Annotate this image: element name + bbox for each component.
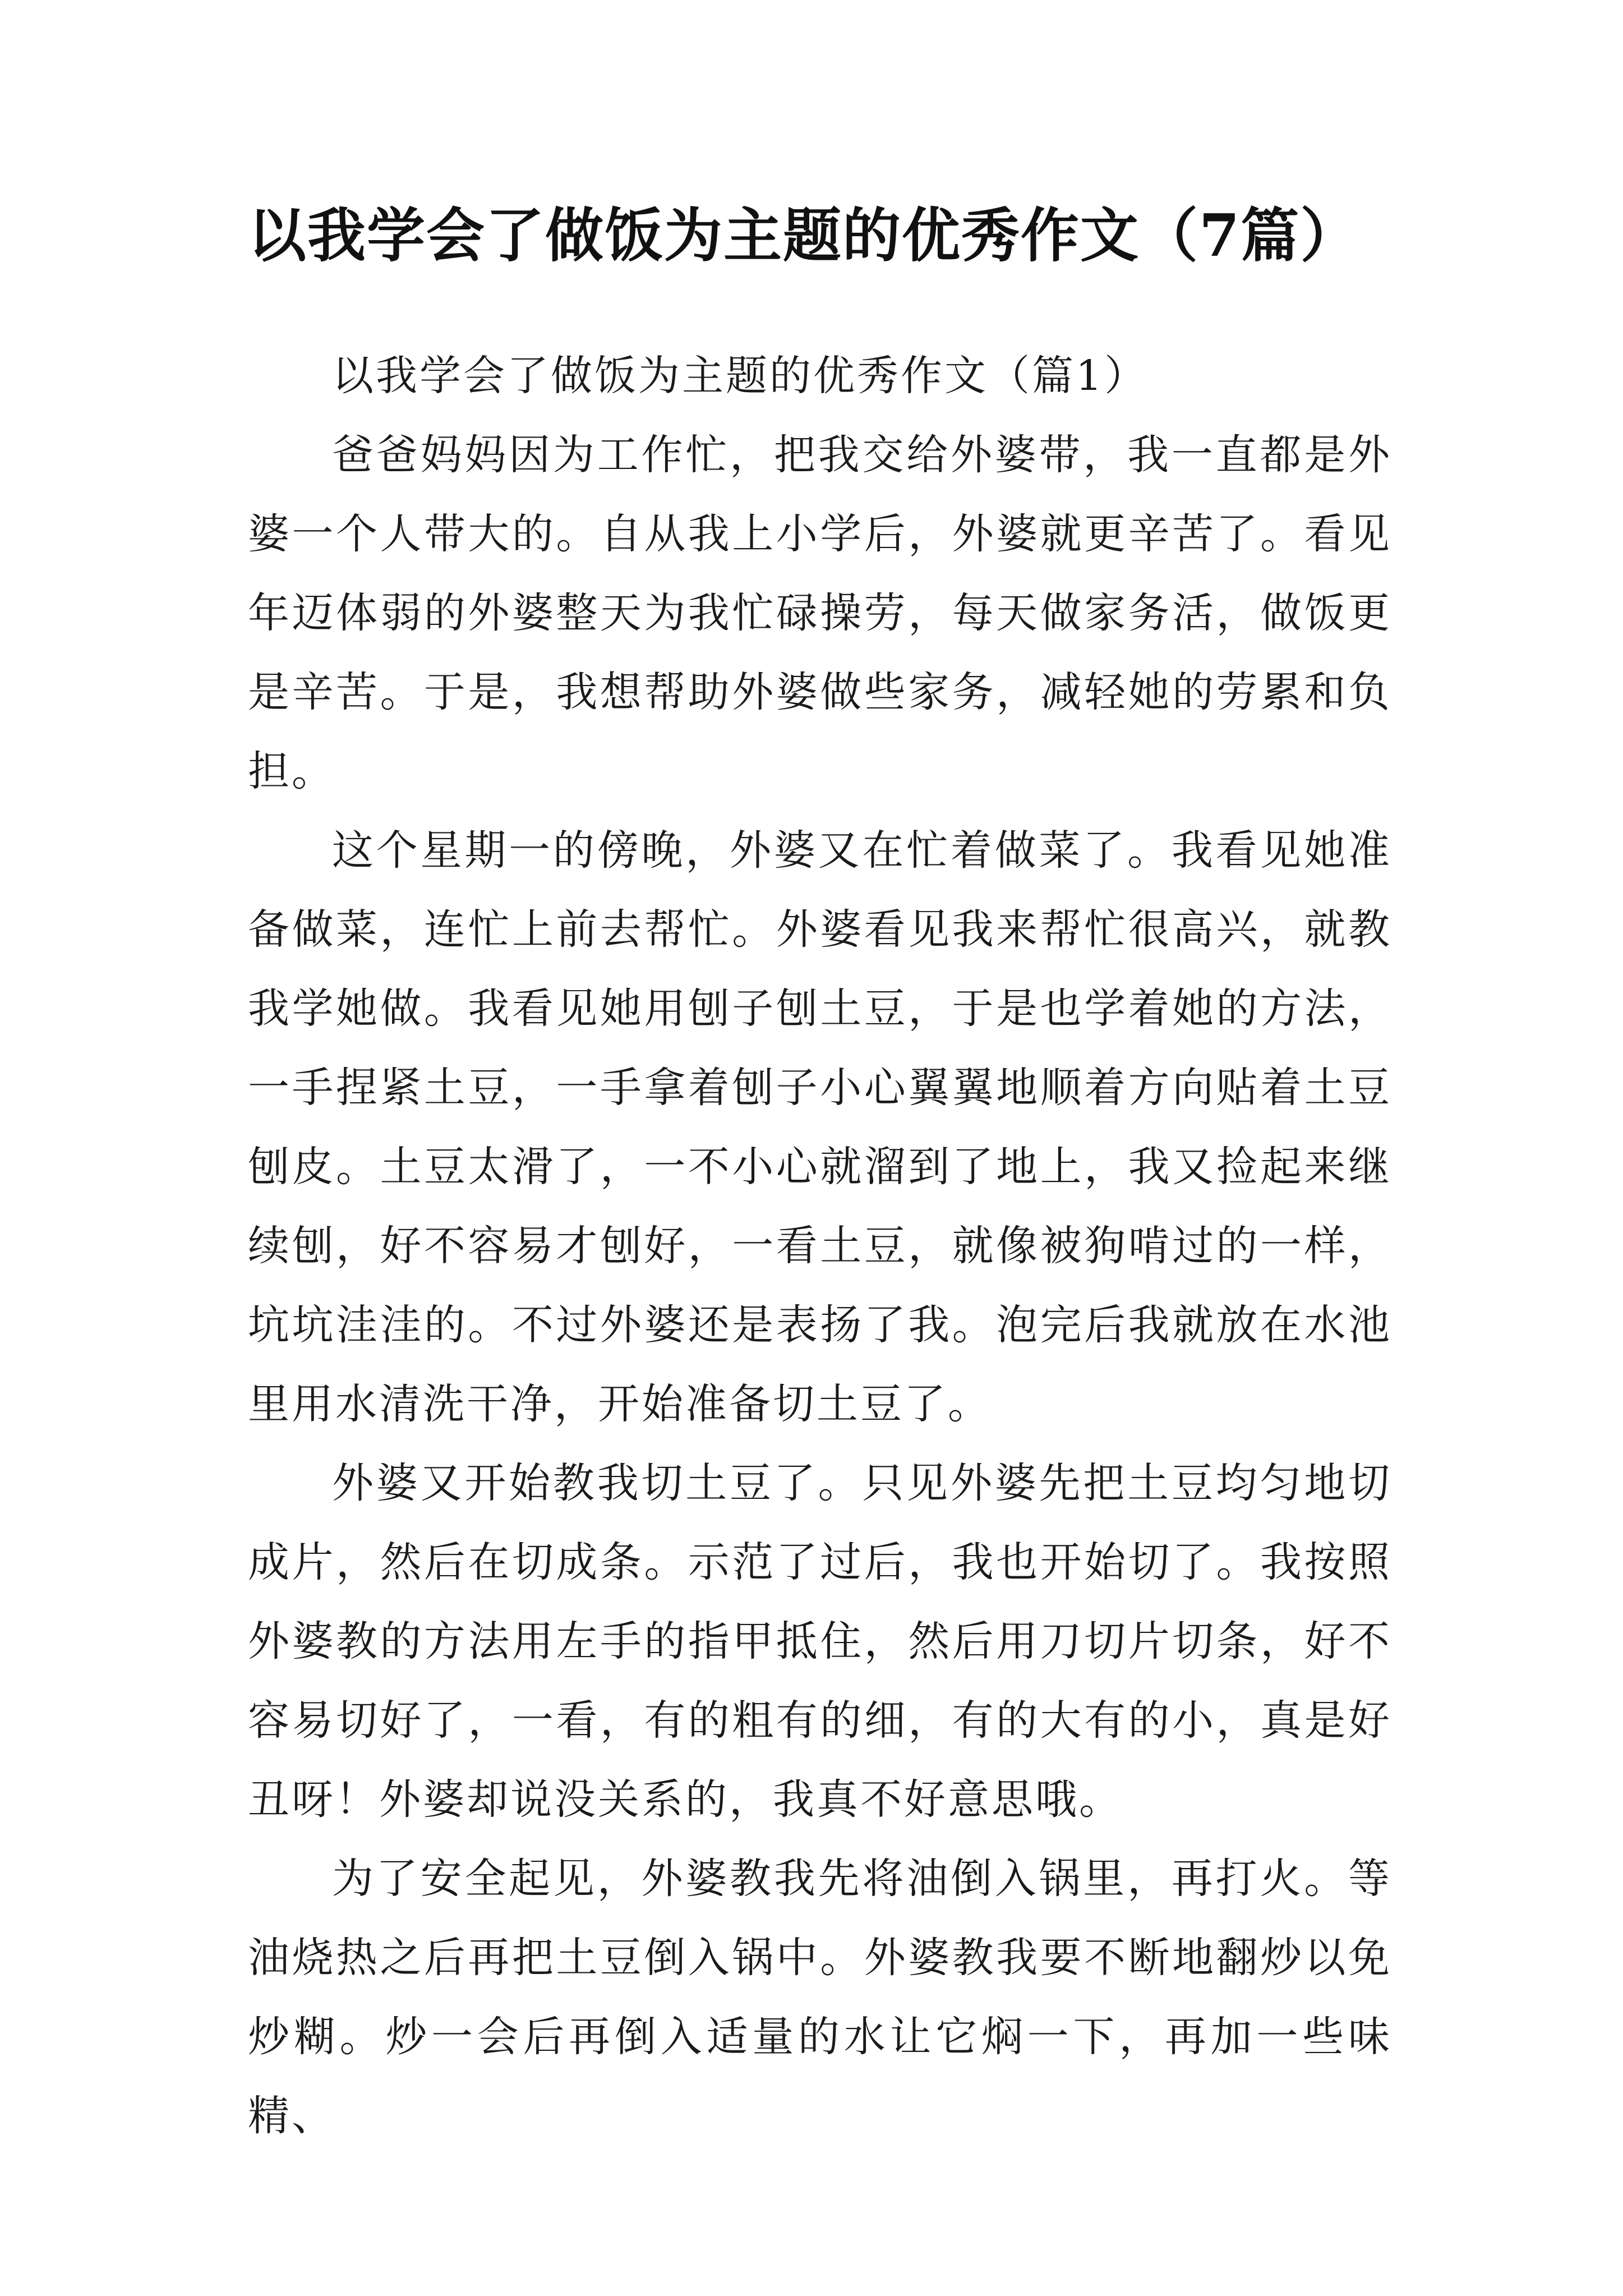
section-heading: 以我学会了做饭为主题的优秀作文（篇1）	[332, 352, 1149, 400]
paragraph: 爸爸妈妈因为工作忙，把我交给外婆带，我一直都是外婆一个人带大的。自从我上小学后，外婆就更辛苦了。看见年迈体弱的外婆整天为我忙碌操劳，每天做家务活，做饭更是辛苦。于是，我想帮助外婆做些家务，减轻她的劳累和负担。	[248, 431, 1392, 795]
paragraph: 为了安全起见，外婆教我先将油倒入锅里，再打火。等油烧热之后再把土豆倒入锅中。外婆教我要不断地翻炒以免炒糊。炒一会后再倒入适量的水让它焖一下，再加一些味精、	[248, 1855, 1392, 2140]
document-body	[248, 337, 1392, 2156]
paragraph: 外婆又开始教我切土豆了。只见外婆先把土豆均匀地切成片，然后在切成条。示范了过后，我也开始切了。我按照外婆教的方法用左手的指甲抵住，然后用刀切片切条，好不容易切好了，一看，有的粗有的细，有的大有的小，真是好丑呀！外婆却说没关系的，我真不好意思哦。	[248, 1459, 1392, 1824]
document-title: 以我学会了做饭为主题的优秀作文（7篇）	[248, 201, 1360, 270]
paragraph: 这个星期一的傍晚，外婆又在忙着做菜了。我看见她准备做菜，连忙上前去帮忙。外婆看见我来帮忙很高兴，就教我学她做。我看见她用刨子刨土豆，于是也学着她的方法，一手捏紧土豆，一手拿着刨子小心翼翼地顺着方向贴着土豆刨皮。土豆太滑了，一不小心就溜到了地上，我又捡起来继续刨，好不容易才刨好，一看土豆，就像被狗啃过的一样，坑坑洼洼的。不过外婆还是表扬了我。泡完后我就放在水池里用水清洗干净，开始准备切土豆了。	[248, 826, 1392, 1428]
